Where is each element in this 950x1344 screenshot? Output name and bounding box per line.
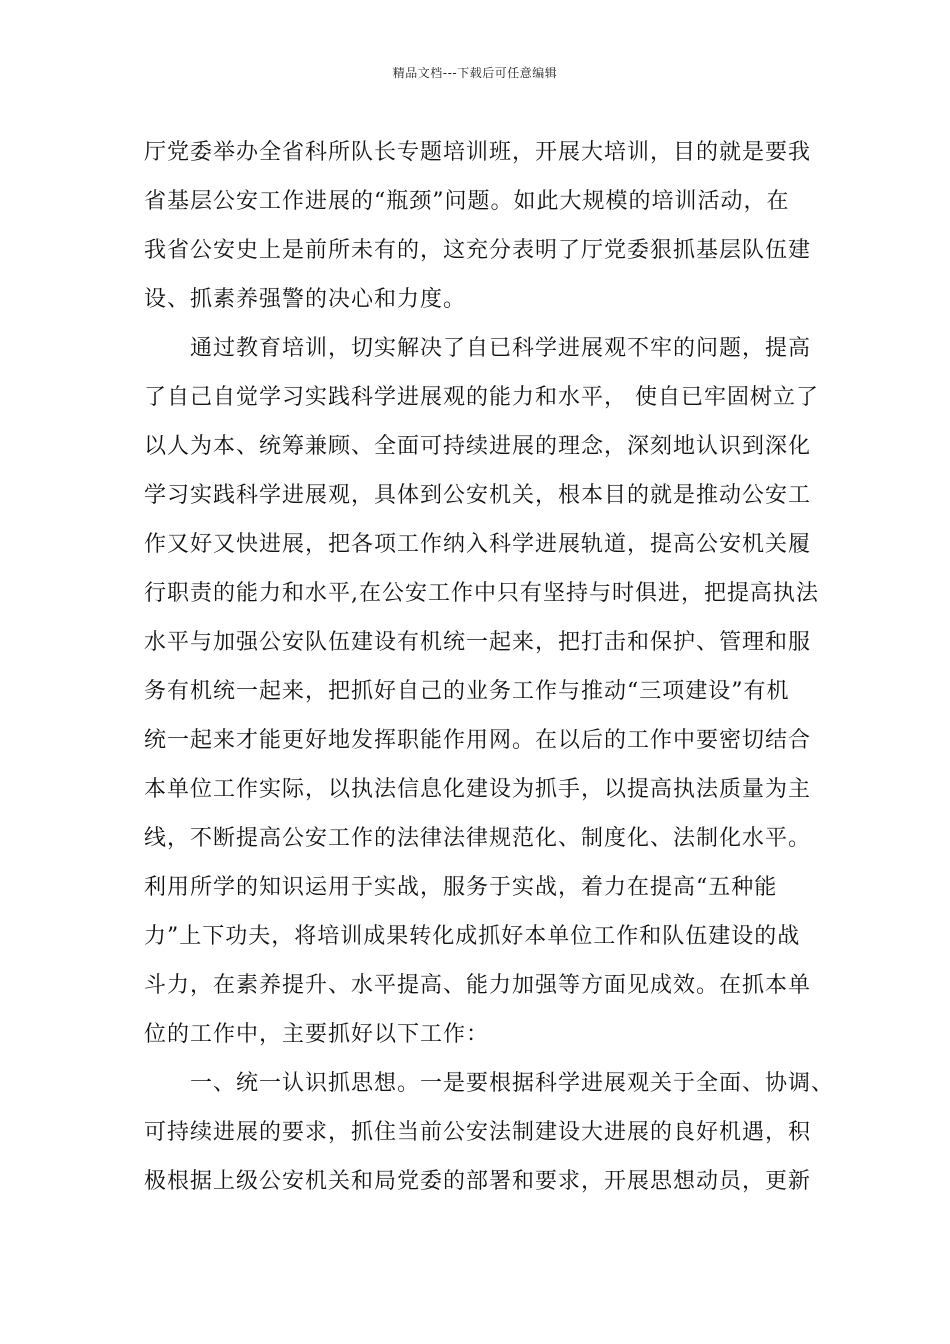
page-header: 精品文档---下载后可任意编辑 xyxy=(392,66,558,80)
text-line: 省基层公安工作进展的“瓶颈”问题。如此大规模的培训活动，在 xyxy=(144,189,790,214)
text-line: 水平与加强公安队伍建设有机统一起来，把打击和保护、管理和服 xyxy=(144,630,812,655)
text-line: 力”上下功夫，将培训成果转化成抓好本单位工作和队伍建设的战 xyxy=(144,924,801,949)
text-line: 设、抓素养强警的决心和力度。 xyxy=(144,287,467,312)
text-line: 以人为本、统筹兼顾、全面可持续进展的理念，深刻地认识到深化 xyxy=(144,434,812,459)
text-line: 可持续进展的要求，抓住当前公安法制建设大进展的良好机遇，积 xyxy=(144,1120,812,1145)
text-line: 我省公安史上是前所未有的，这充分表明了厅党委狠抓基层队伍建 xyxy=(144,238,812,263)
text-line: 利用所学的知识运用于实战，服务于实战，着力在提高“五种能 xyxy=(144,875,778,900)
text-line: 了自己自觉学习实践科学进展观的能力和水平， 使自已牢固树立了 xyxy=(144,385,819,410)
text-line: 通过教育培训，切实解决了自已科学进展观不牢的问题，提高 xyxy=(144,336,812,361)
text-line: 位的工作中，主要抓好以下工作： xyxy=(144,1022,490,1047)
text-line: 厅党委举办全省科所队长专题培训班，开展大培训，目的就是要我 xyxy=(144,140,812,165)
text-line: 作又好又快进展，把各项工作纳入科学进展轨道，提高公安机关履 xyxy=(144,532,812,557)
text-line: 学习实践科学进展观，具体到公安机关，根本目的就是推动公安工 xyxy=(144,483,812,508)
text-line: 统一起来才能更好地发挥职能作用网。在以后的工作中要密切结合 xyxy=(144,728,812,753)
text-line: 务有机统一起来，把抓好自己的业务工作与推动“三项建设”有机 xyxy=(144,679,790,704)
text-line: 一、统一认识抓思想。一是要根据科学进展观关于全面、协调、 xyxy=(144,1071,835,1096)
text-line: 行职责的能力和水平,在公安工作中只有坚持与时俱进，把提高执法 xyxy=(144,581,819,606)
document-body xyxy=(144,128,835,1206)
text-line: 线，不断提高公安工作的法律法律规范化、制度化、法制化水平。 xyxy=(144,826,812,851)
text-line: 本单位工作实际，以执法信息化建设为抓手，以提高执法质量为主 xyxy=(144,777,812,802)
text-line: 斗力，在素养提升、水平提高、能力加强等方面见成效。在抓本单 xyxy=(144,973,812,998)
text-line: 极根据上级公安机关和局党委的部署和要求，开展思想动员，更新 xyxy=(144,1169,812,1194)
